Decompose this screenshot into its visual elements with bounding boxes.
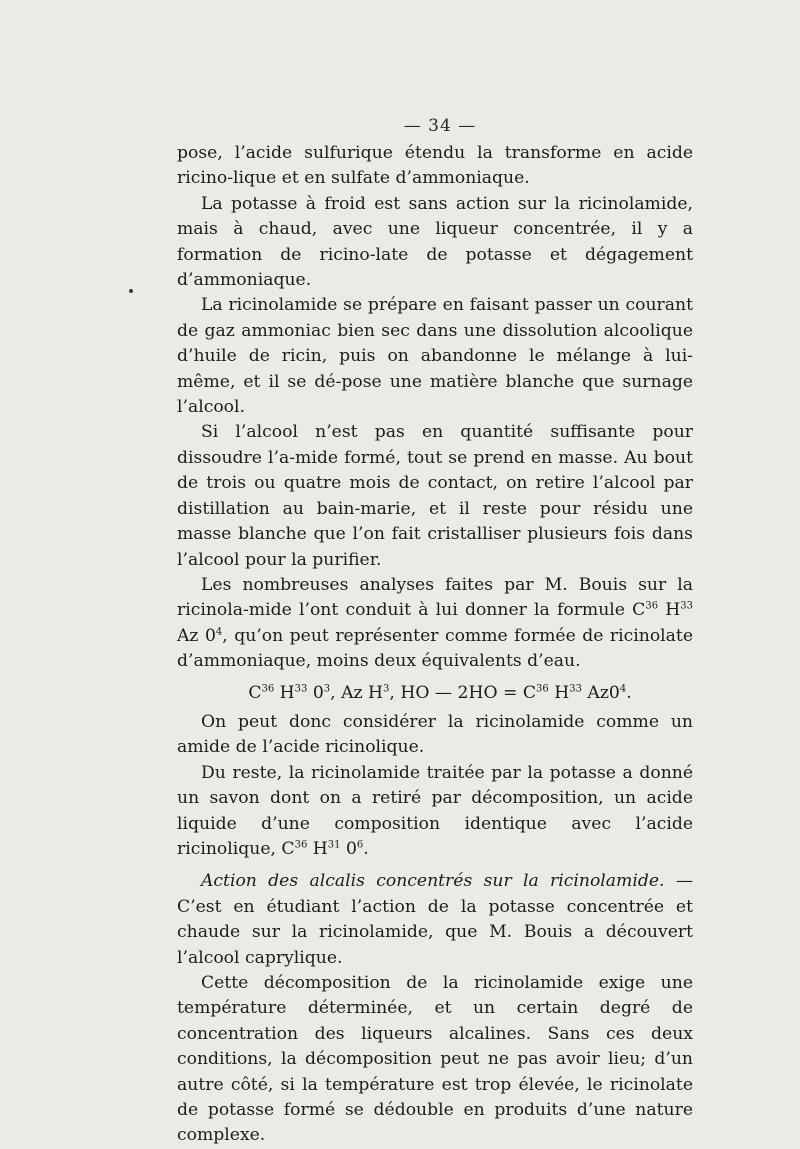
bouis-text-start: Les nombreuses analyses faites par M. Bouis sur la ricinola-mide l’ont conduit à lui donner la formule C [177,574,693,621]
chemical-equation [177,681,693,706]
eq-rest-sup: 36 [536,682,549,694]
eq-c-sup: 36 [261,682,275,694]
eq-dot: . [626,682,632,703]
eq-rest: , HO — 2HO = C [389,682,537,703]
paragraph-alcohol-quantity: Si l’alcool n’est pas en quantité suffisante pour dissoudre l’a-mide formé, tout se prend en masse. Au bout de trois ou quatre mois de contact, on retire l’alcool par distillation au bain-marie, et il reste pour résidu une masse blanche que l’on fait cristalliser plusieurs fois dans l’alcool pour la purifier. [177,422,693,570]
bouis-sup-oxygen: 4 [215,625,223,637]
reste-text-start: Du reste, la ricinolamide traitée par la potasse a donné un savon dont on a retiré par décomposition, un acide liquide d’une composition identique avec l’acide ricinolique, C [177,762,693,859]
paragraph-preparation: La ricinolamide se prépare en faisant passer un courant de gaz ammoniac bien sec dans une dissolution alcoolique d’huile de ricin, puis on abandonne le mélange à lui-même, et il se dé-pose une matière blanche que surnage l’alcool. [177,295,693,418]
eq-end-sup: 4 [619,682,627,694]
eq-o: 0 [307,682,324,703]
eq-end: Az0 [581,682,620,703]
bouis-text-az: Az 0 [177,625,216,646]
action-text: — C’est en étudiant l’action de la potasse concentrée et chaude sur la ricinolamide, que M. Bouis a découvert l’alcool caprylique. [177,871,694,968]
eq-h2: H [548,682,570,703]
section-heading-italic: Action des alcalis concentrés sur la ricinolamide. [201,871,665,892]
paragraph-cold-potash: La potasse à froid est sans action sur la ricinolamide, mais à chaud, avec une liqueur concentrée, il y a formation de ricino-late de potasse et dégagement d’ammoniaque. [177,193,693,291]
paragraph-du-reste [177,761,693,863]
paragraph-sulfuric-acid: pose, l’acide sulfurique étendu la transforme en acide ricino-lique et en sulfate d’ammoniaque. [177,143,693,189]
eq-h: H [274,682,295,703]
page-number: — 34 — [403,116,477,136]
bouis-sup-carbon: 36 [645,600,659,612]
eq-o-sup: 3 [323,682,331,694]
eq-h-sup: 33 [294,682,308,694]
reste-sup-carbon: 36 [294,839,308,851]
eq-az: , Az H [330,682,384,703]
paragraph-bouis-formula [177,573,693,675]
paragraph-action-alcalis [177,869,693,971]
paragraph-amide: On peut donc considérer la ricinolamide comme un amide de l’acide ricinolique. [177,711,693,758]
ink-speck [129,289,133,293]
reste-text-end: . [363,838,369,859]
reste-text-o: 0 [340,838,357,859]
eq-h2-sup: 33 [569,682,582,694]
bouis-text-h: H [658,600,681,621]
reste-sup-oxygen: 6 [356,839,364,851]
reste-text-h: H [307,838,328,859]
eq-c: C [248,682,262,703]
eq-az-sup: 3 [383,682,390,694]
paragraph-decomposition: Cette décomposition de la ricinolamide exige une température déterminée, et un certain degré de concentration des liqueurs alcalines. Sans ces deux conditions, la décomposition peut ne pas avoir lieu; d’un autre côté, si la température est trop élevée, le ricinolate de potasse formé se dédouble en produits d’une nature complexe. [177,973,693,1146]
reste-sup-hydrogen: 31 [327,839,341,851]
bouis-sup-hydrogen: 33 [680,600,693,612]
bouis-text-end: , qu’on peut représenter comme formée de ricinolate d’ammoniaque, moins deux équivalents d’eau. [177,625,693,672]
body-text [177,141,693,1149]
